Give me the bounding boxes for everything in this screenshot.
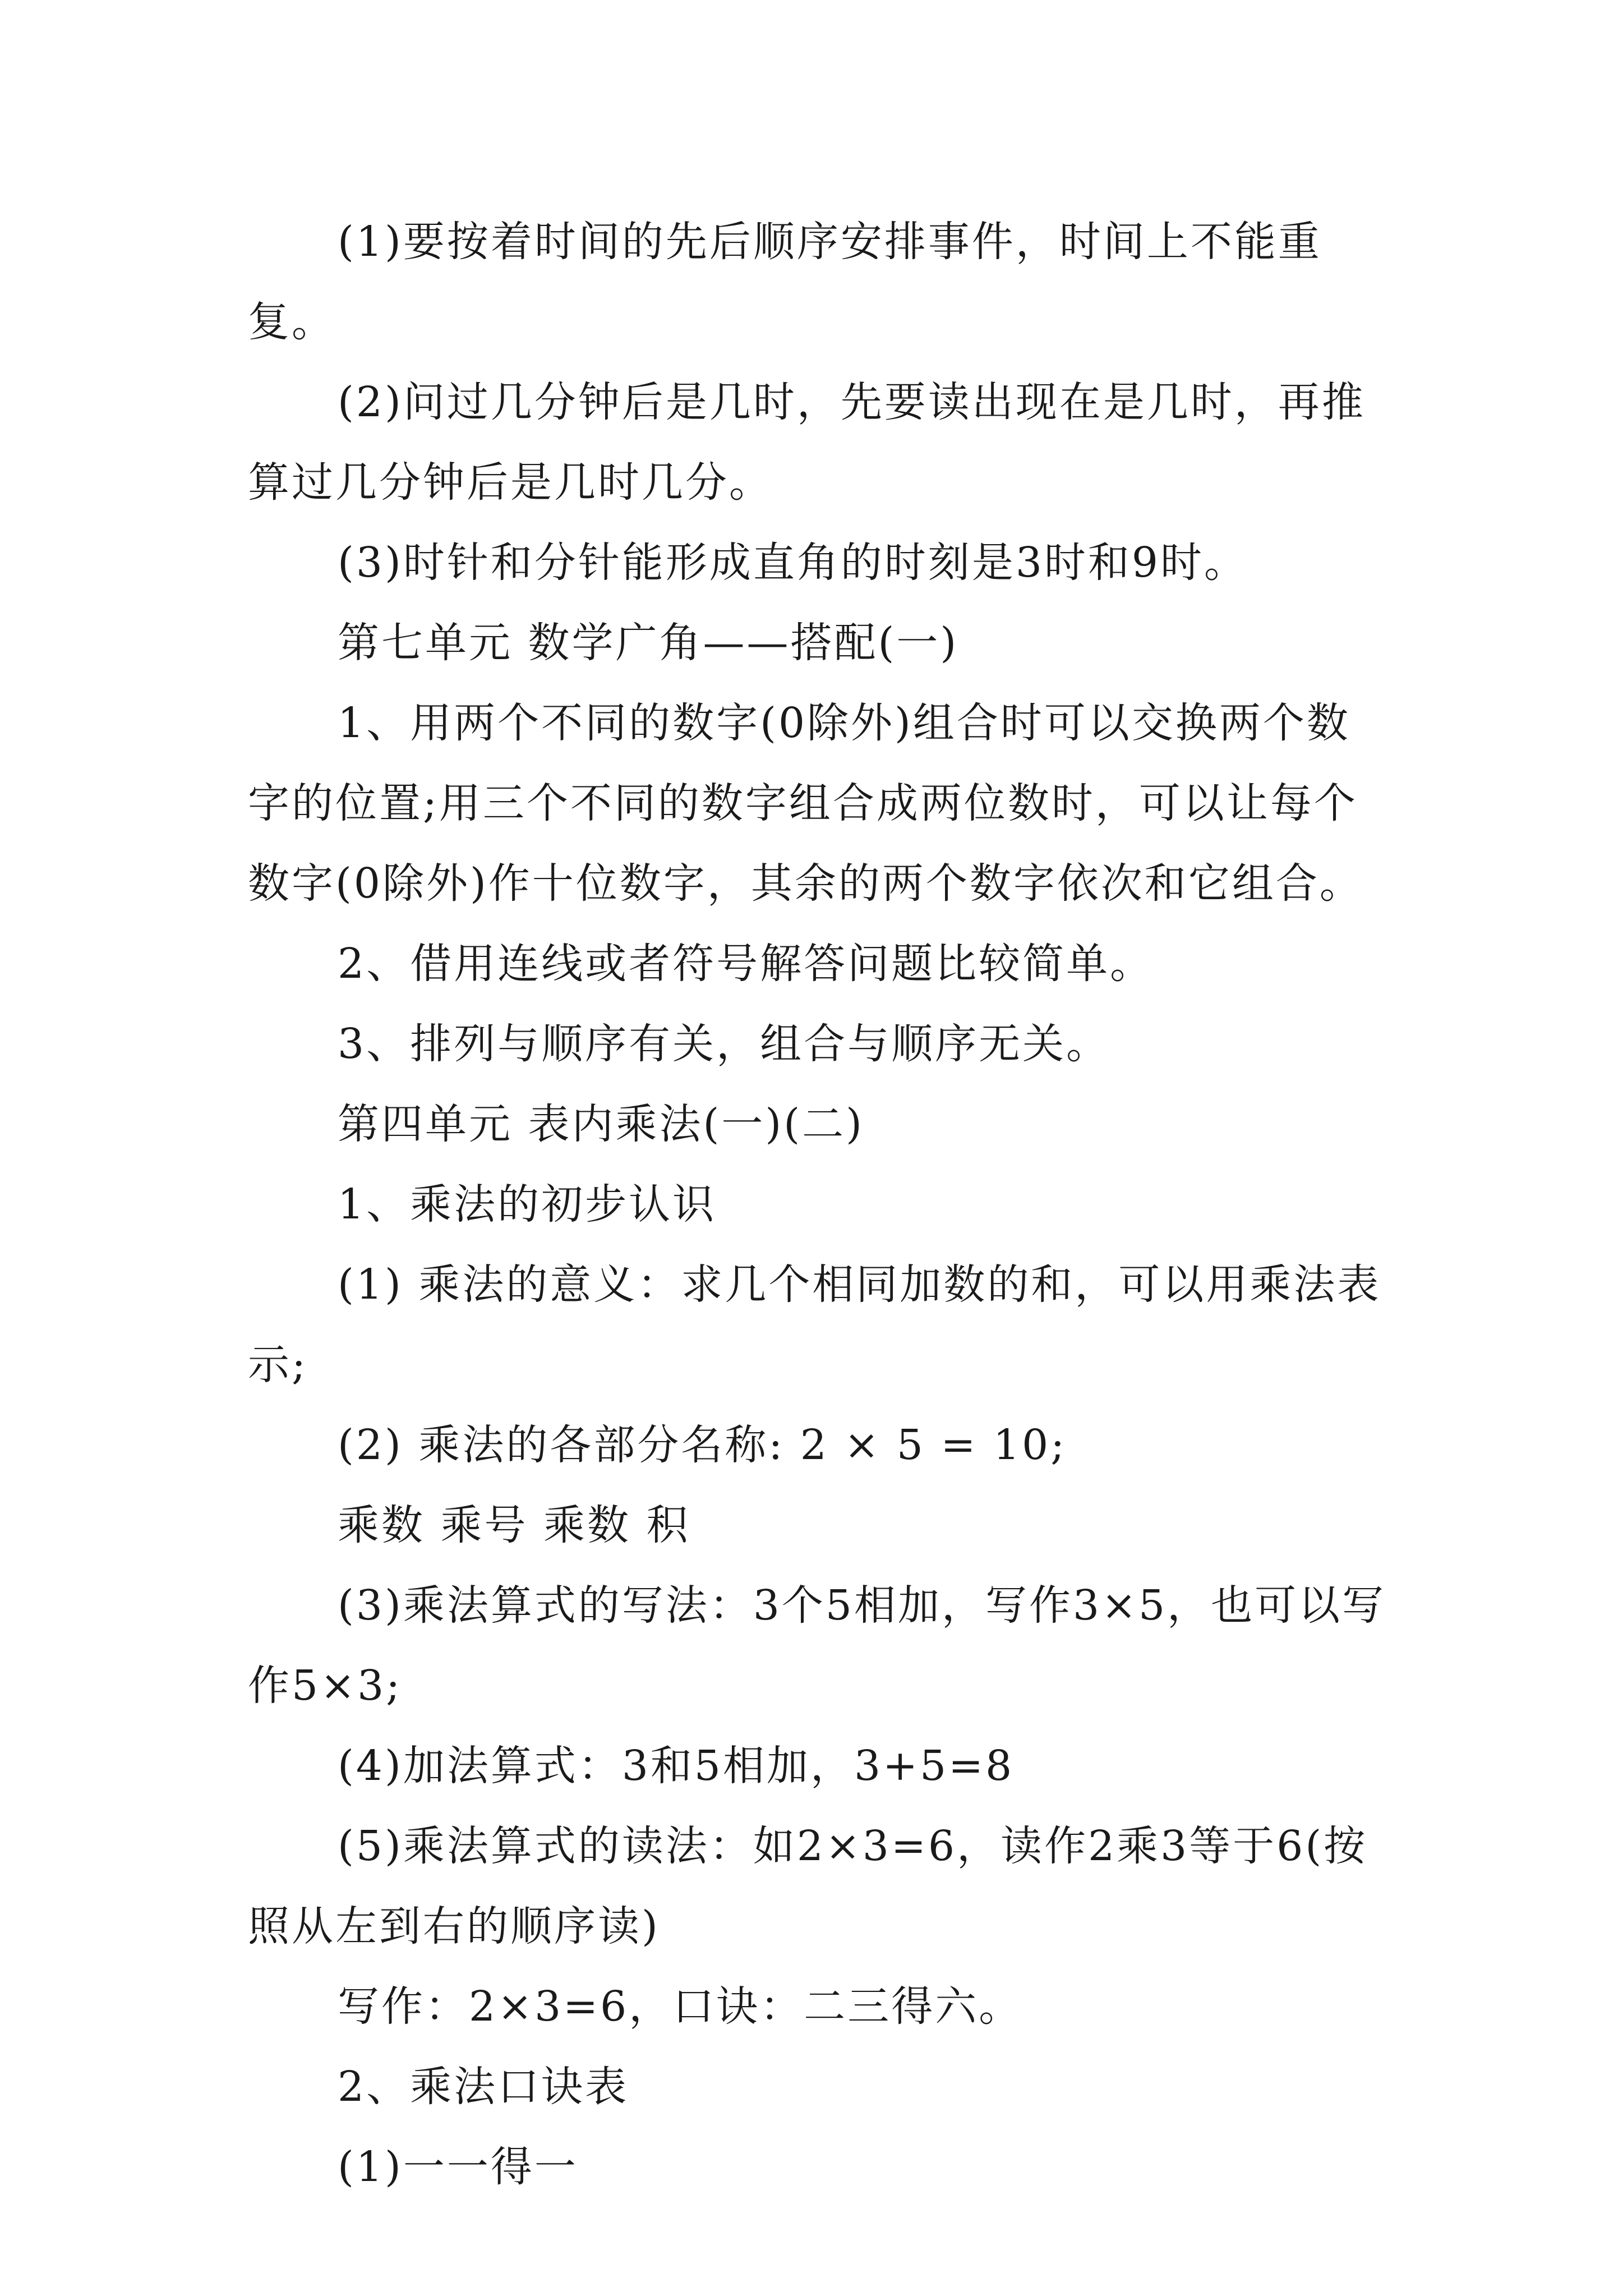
paragraph-part-names: 乘数 乘号 乘数 积	[338, 1501, 690, 1549]
paragraph-write-and-chant: 写作：2×3=6，口诀：二三得六。	[338, 1982, 1023, 2031]
paragraph-permutation-order: 3、排列与顺序有关，组合与顺序无关。	[338, 1020, 1110, 1068]
paragraph-combination-digits: 1、用两个不同的数字(0除外)组合时可以交换两个数字的位置;用三个不同的数字组合成两位数时，可以让每个数字(0除外)作十位数字，其余的两个数字依次和它组合。	[248, 699, 1363, 908]
paragraph-time-order: (1)要按着时间的先后顺序安排事件，时间上不能重复。	[248, 218, 1322, 346]
section-heading-unit-7: 第七单元 数学广角——搭配(一)	[338, 619, 959, 667]
paragraph-reading-method: (5)乘法算式的读法：如2×3=6，读作2乘3等于6(按照从左到右的顺序读)	[248, 1822, 1368, 1950]
paragraph-minutes-later: (2)问过几分钟后是几时，先要读出现在是几时，再推算过几分钟后是几时几分。	[248, 378, 1366, 507]
paragraph-right-angle: (3)时针和分针能形成直角的时刻是3时和9时。	[338, 539, 1248, 587]
section-heading-unit-4: 第四单元 表内乘法(一)(二)	[338, 1100, 865, 1148]
paragraph-one-times-one: (1)一一得一	[338, 2143, 578, 2191]
document-body	[248, 202, 1392, 2207]
paragraph-multiplication-parts: (2) 乘法的各部分名称: 2 × 5 = 10;	[338, 1421, 1067, 1469]
paragraph-writing-method: (3)乘法算式的写法：3个5相加，写作3×5，也可以写作5×3;	[248, 1581, 1386, 1710]
paragraph-lines-symbols: 2、借用连线或者符号解答问题比较简单。	[338, 940, 1154, 988]
paragraph-multiplication-meaning: (1) 乘法的意义：求几个相同加数的和，可以用乘法表示;	[248, 1260, 1381, 1389]
paragraph-addition-formula: (4)加法算式：3和5相加，3+5=8	[338, 1742, 1015, 1790]
paragraph-multiplication-table: 2、乘法口诀表	[338, 2063, 629, 2111]
paragraph-multiplication-intro: 1、乘法的初步认识	[338, 1180, 717, 1228]
